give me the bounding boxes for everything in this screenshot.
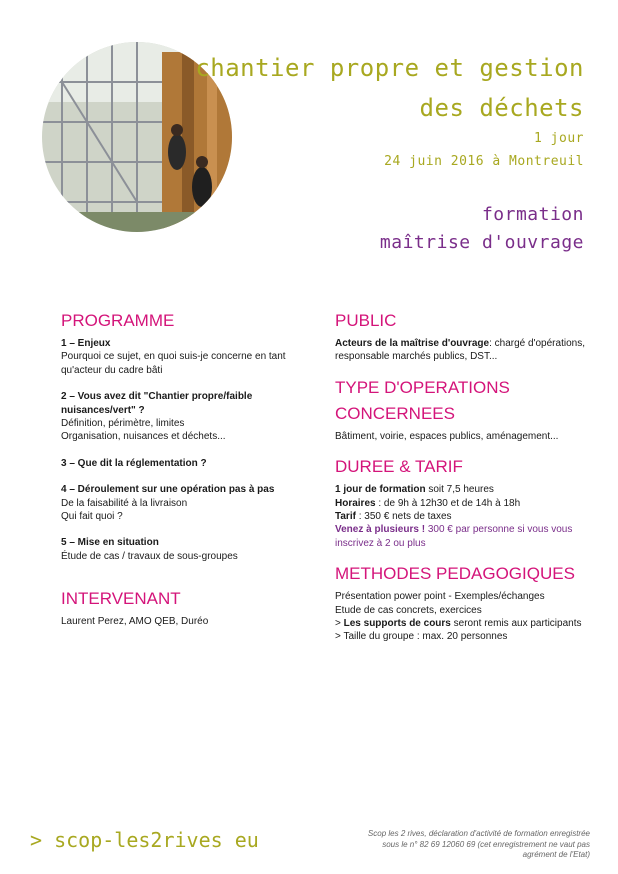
- duree-body: : 350 € nets de taxes: [355, 511, 452, 523]
- programme-item: [61, 337, 311, 377]
- programme-item: [61, 390, 311, 444]
- programme-heading: PROGRAMME: [61, 311, 175, 330]
- methodes-body: seront remis aux participants: [450, 618, 582, 630]
- intervenant-text: Laurent Perez, AMO QEB, Duréo: [61, 616, 209, 628]
- footer-url[interactable]: > scop-les2rives eu: [30, 828, 259, 852]
- programme-item-title: 1 – Enjeux: [61, 338, 111, 349]
- methodes-line-4: > Taille du groupe : max. 20 personnes: [335, 631, 508, 643]
- types-heading-2: CONCERNEES: [335, 403, 455, 423]
- intervenant-heading: INTERVENANT: [61, 589, 181, 609]
- duree-line-2: [335, 497, 595, 510]
- duree-bold: Venez à plusieurs !: [335, 524, 426, 536]
- methodes-heading: METHODES PEDAGOGIQUES: [335, 564, 575, 584]
- type-line-2: maîtrise d'ouvrage: [379, 232, 584, 253]
- title-line-1: chantier propre et gestion: [195, 54, 584, 82]
- date-place: 24 juin 2016 à Montreuil: [384, 154, 584, 169]
- duree-heading: DUREE & TARIF: [335, 457, 463, 477]
- public-bold: Acteurs de la maîtrise d'ouvrage: [335, 338, 490, 349]
- duration: 1 jour: [534, 131, 584, 146]
- programme-item-title: 3 – Que dit la réglementation ?: [61, 457, 207, 469]
- programme-item-title: 5 – Mise en situation: [61, 537, 159, 549]
- methodes-line-1: Présentation power point - Exemples/échanges: [335, 591, 545, 603]
- right-column: [335, 311, 595, 644]
- left-column: [61, 311, 311, 629]
- programme-item-title: 4 – Déroulement sur une opération pas à pas: [61, 484, 275, 496]
- programme-item: [61, 457, 311, 470]
- duree-line-3: [335, 510, 595, 523]
- public-text: [335, 337, 595, 364]
- types-heading-1: TYPE D'OPERATIONS: [335, 377, 510, 397]
- programme-item-line: Organisation, nuisances et déchets...: [61, 431, 226, 443]
- methodes-bold: Les supports de cours: [343, 618, 451, 630]
- public-heading: PUBLIC: [335, 311, 397, 330]
- programme-item-line: Étude de cas / travaux de sous-groupes: [61, 550, 238, 562]
- methodes-line-3: [335, 617, 595, 630]
- programme-item-line: Qui fait quoi ?: [61, 511, 123, 523]
- programme-item-line: Pourquoi ce sujet, en quoi suis-je concerne en tant qu'acteur du cadre bâti: [61, 351, 286, 376]
- footer-note: Scop les 2 rives, déclaration d'activité de formation enregistrée sous le n° 82 69 12060 69 (cet enregistrement ne vaut pas agrément de l'Etat): [367, 829, 590, 859]
- duree-bold: Tarif: [335, 511, 356, 523]
- duree-body: 300 € par personne si vous vous inscrivez à 2 ou plus: [335, 524, 573, 549]
- programme-item: [61, 483, 311, 523]
- programme-item-title: 2 – Vous avez dit "Chantier propre/faible nuisances/vert" ?: [61, 391, 253, 416]
- programme-item: [61, 536, 311, 563]
- type-line-1: formation: [481, 204, 584, 225]
- duree-line-4: [335, 523, 595, 550]
- duree-body: : de 9h à 12h30 et de 14h à 18h: [375, 497, 521, 509]
- duree-bold: 1 jour de formation: [335, 484, 426, 496]
- programme-item-line: Définition, périmètre, limites: [61, 418, 185, 430]
- programme-item-line: De la faisabilité à la livraison: [61, 497, 188, 509]
- duree-line-1: [335, 483, 595, 496]
- methodes-prefix: >: [335, 618, 344, 630]
- title-line-2: des déchets: [419, 94, 584, 122]
- duree-bold: Horaires: [335, 497, 376, 509]
- public-body: : chargé d'opérations, responsable marchés publics, DST...: [335, 338, 585, 363]
- methodes-line-2: Etude de cas concrets, exercices: [335, 604, 482, 616]
- types-text: Bâtiment, voirie, espaces publics, aménagement...: [335, 430, 559, 442]
- duree-body: soit 7,5 heures: [425, 484, 494, 496]
